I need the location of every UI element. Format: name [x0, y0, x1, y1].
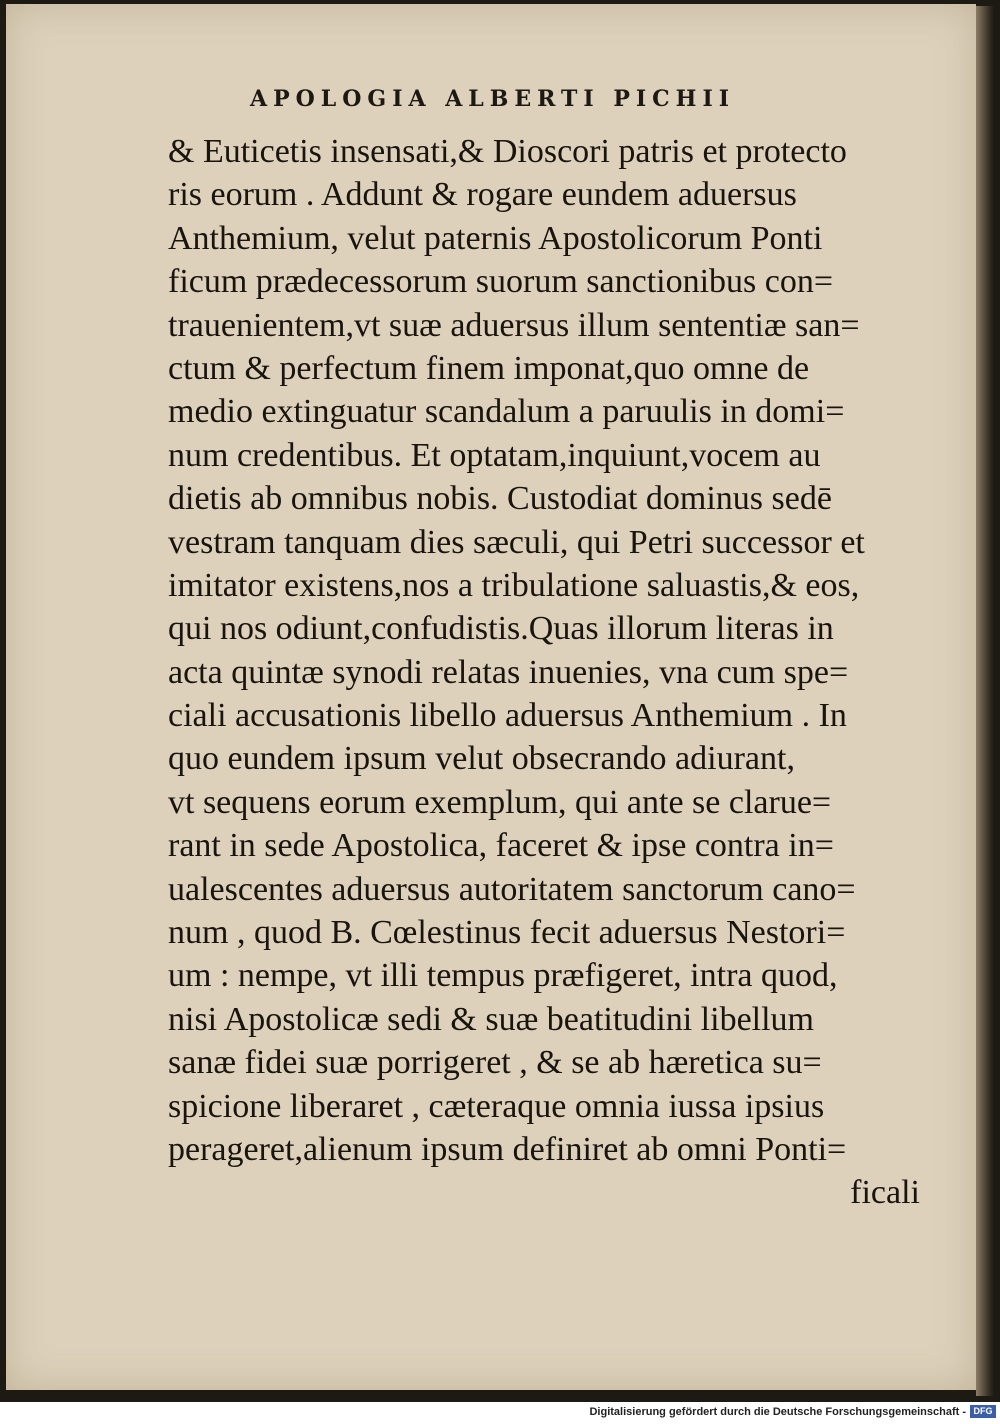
text-line: trauenientem,vt suæ aduersus illum sententiæ san=: [168, 306, 860, 344]
text-line: vestram tanquam dies sæculi, qui Petri successor et: [168, 523, 865, 561]
text-line: ris eorum . Addunt & rogare eundem aduersus: [168, 176, 797, 214]
body-text: [168, 130, 928, 1215]
text-line: quo eundem ipsum velut obsecrando adiurant,: [168, 740, 795, 778]
text-line: spicione liberaret , cæteraque omnia iussa ipsius: [168, 1087, 825, 1125]
catchword: ficali: [850, 1174, 920, 1212]
text-line: ualescentes aduersus autoritatem sanctorum cano=: [168, 870, 856, 908]
text-line: dietis ab omnibus nobis. Custodiat dominus sedē: [168, 480, 832, 518]
page-edge-shadow: [976, 6, 994, 1396]
text-line: medio extinguatur scandalum a paruulis in domi=: [168, 393, 845, 431]
text-line: nisi Apostolicæ sedi & suæ beatitudini libellum: [168, 1000, 814, 1038]
dfg-logo: DFG: [970, 1405, 996, 1418]
text-line: rant in sede Apostolica, faceret & ipse contra in=: [168, 827, 834, 865]
text-line: ctum & perfectum finem imponat,quo omne de: [168, 349, 810, 387]
text-line: um : nempe, vt illi tempus præfigeret, intra quod,: [168, 957, 838, 995]
text-line: qui nos odiunt,confudistis.Quas illorum literas in: [168, 610, 834, 648]
text-line: ficum prædecessorum suorum sanctionibus con=: [168, 263, 834, 301]
text-line: vt sequens eorum exemplum, qui ante se clarue=: [168, 783, 832, 821]
text-line: num , quod B. Cœlestinus fecit aduersus Nestori=: [168, 914, 846, 952]
text-line: Anthemium, velut paternis Apostolicorum Ponti: [168, 219, 823, 257]
text-line: perageret,alienum ipsum definiret ab omni Ponti=: [168, 1130, 847, 1168]
running-head: APOLOGIA ALBERTI PICHII: [250, 86, 736, 112]
text-line: acta quintæ synodi relatas inuenies, vna cum spe=: [168, 653, 849, 691]
digitization-credit: Digitalisierung gefördert durch die Deutsche Forschungsgemeinschaft -: [589, 1406, 966, 1418]
text-line: imitator existens,nos a tribulatione saluastis,& eos,: [168, 566, 860, 604]
text-line: sanæ fidei suæ porrigeret , & se ab hæretica su=: [168, 1044, 822, 1082]
text-line: ciali accusationis libello aduersus Anthemium . In: [168, 697, 847, 735]
text-line: & Euticetis insensati,& Dioscori patris et protecto: [168, 133, 847, 170]
text-line: num credentibus. Et optatam,inquiunt,vocem au: [168, 436, 821, 474]
